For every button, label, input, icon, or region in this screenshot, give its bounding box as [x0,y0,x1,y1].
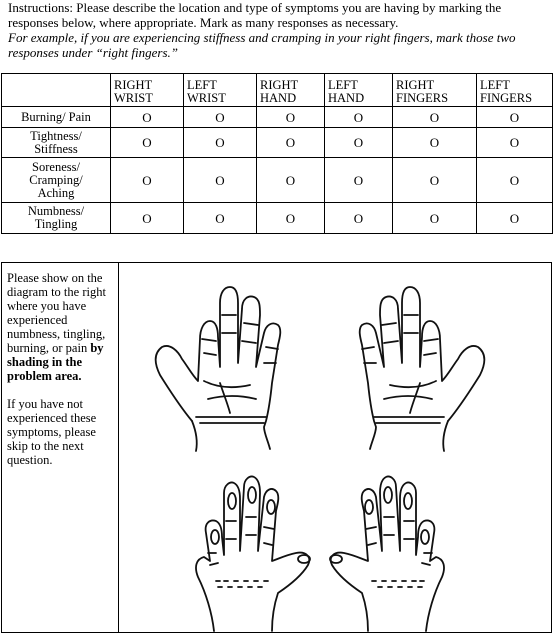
response-option[interactable]: O [111,158,184,203]
response-option[interactable]: O [111,203,184,234]
row-label-line: Soreness/ [32,159,80,174]
row-label [2,203,111,234]
hands-diagram[interactable] [120,263,552,633]
response-option[interactable]: O [477,107,553,128]
left-palm-drawing[interactable] [360,287,485,451]
row-label-line: Cramping/ [29,172,83,187]
column-header-line: RIGHT [114,78,153,92]
table-row [2,203,553,234]
column-header-line: HAND [260,91,297,105]
diagram-instructions [7,271,117,481]
table-header-row [2,74,553,107]
column-header [184,74,257,107]
column-header-line: LEFT [328,78,358,92]
response-option[interactable]: O [477,158,553,203]
instructions [8,0,553,60]
table-row [2,107,553,128]
column-header-line: FINGERS [480,91,533,105]
row-label-line: Numbness/ [27,204,85,218]
right-palm-drawing[interactable] [156,287,281,451]
response-option[interactable]: O [184,203,257,234]
response-option[interactable]: O [393,107,477,128]
row-label [2,107,111,128]
panel-divider [118,263,119,632]
response-option[interactable]: O [325,158,393,203]
row-label [2,158,111,203]
column-header-line: RIGHT [260,78,299,92]
column-header [477,74,553,107]
column-header-line: RIGHT [396,78,435,92]
response-option[interactable]: O [393,203,477,234]
row-label-line: Tightness/ [30,128,82,143]
column-header [325,74,393,107]
column-header [393,74,477,107]
diagram-text-bold: by shading in the problem area. [7,341,104,383]
column-header-line: WRIST [114,91,153,105]
response-option[interactable]: O [393,158,477,203]
response-option[interactable]: O [257,203,325,234]
row-label-line: Burning/ Pain [21,109,91,124]
row-label-line: Aching [37,185,75,200]
response-option[interactable]: O [257,128,325,158]
left-back-drawing[interactable] [330,476,444,631]
row-label-line: Stiffness [34,141,78,156]
header-corner-cell [2,74,111,107]
column-header [257,74,325,107]
response-option[interactable]: O [393,128,477,158]
row-label-line: Tingling [34,217,78,231]
column-header-line: LEFT [480,78,510,92]
diagram-text-plain: Please show on the diagram to the right where you have experienced numbness, tingling, burning, or pain [7,271,106,355]
table-row [2,128,553,158]
column-header-line: WRIST [187,91,226,105]
response-option[interactable]: O [325,128,393,158]
symptom-table [1,73,553,234]
response-option[interactable]: O [477,128,553,158]
column-header [111,74,184,107]
table-row [2,158,553,203]
row-label [2,128,111,158]
column-header-line: FINGERS [396,91,449,105]
response-option[interactable]: O [325,203,393,234]
response-option[interactable]: O [111,107,184,128]
instructions-line-1: Instructions: Please describe the location and type of symptoms you are having by marking the [8,0,502,15]
right-back-drawing[interactable] [196,476,310,631]
diagram-instructions-para-1 [7,271,117,383]
example-line-1: For example, if you are experiencing stiffness and cramping in your right fingers, mark those two [8,30,516,45]
column-header-line: HAND [328,91,365,105]
response-option[interactable]: O [477,203,553,234]
response-option[interactable]: O [184,107,257,128]
response-option[interactable]: O [184,128,257,158]
diagram-instructions-para-2: If you have not experienced these symptoms, please skip to the next question. [7,397,97,467]
response-option[interactable]: O [184,158,257,203]
response-option[interactable]: O [111,128,184,158]
column-header-line: LEFT [187,78,217,92]
response-option[interactable]: O [257,107,325,128]
example-line-2: responses under “right fingers.” [8,45,178,60]
response-option[interactable]: O [325,107,393,128]
instructions-line-2: responses below, where appropriate. Mark as many responses as necessary. [8,15,399,30]
response-option[interactable]: O [257,158,325,203]
diagram-panel [1,262,552,633]
